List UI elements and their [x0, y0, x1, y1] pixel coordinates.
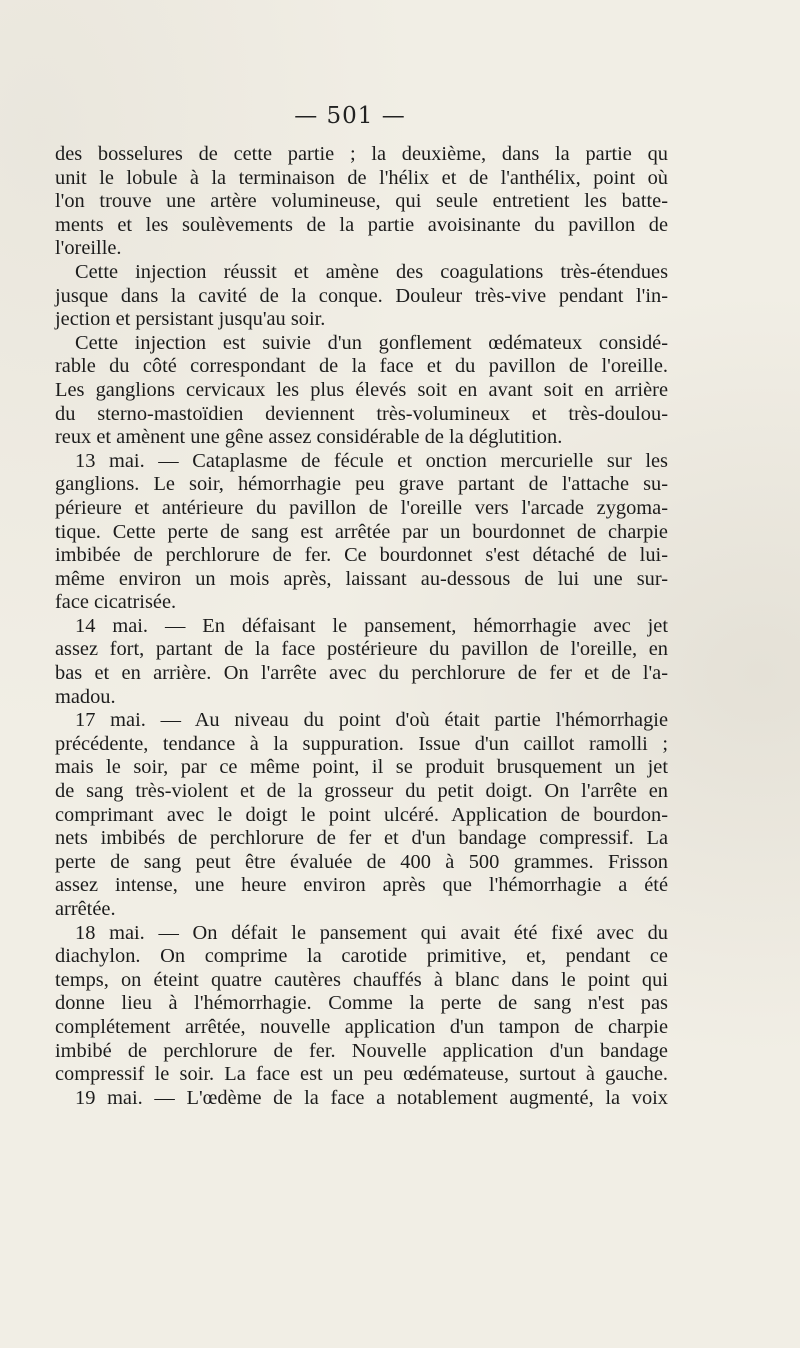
- text-line: jusque dans la cavité de la conque. Douleur très-vive pendant l'in-: [55, 284, 668, 307]
- text-line: 17 mai. — Au niveau du point d'où était partie l'hémorrhagie: [75, 709, 668, 732]
- text-line: assez fort, partant de la face postérieure du pavillon de l'oreille, en: [55, 638, 668, 661]
- text-line: imbibé de perchlorure de fer. Nouvelle application d'un bandage: [55, 1039, 668, 1062]
- text-line: tique. Cette perte de sang est arrêtée par un bourdonnet de charpie: [55, 520, 668, 543]
- text-line: Les ganglions cervicaux les plus élevés soit en avant soit en arrière: [55, 378, 668, 401]
- text-line: donne lieu à l'hémorrhagie. Comme la perte de sang n'est pas: [55, 992, 668, 1015]
- text-line: Cette injection est suivie d'un gonflement œdémateux considé-: [75, 331, 668, 354]
- text-line: unit le lobule à la terminaison de l'hélix et de l'anthélix, point où: [55, 166, 668, 189]
- text-line: même environ un mois après, laissant au-dessous de lui une sur-: [55, 567, 668, 590]
- text-line: l'on trouve une artère volumineuse, qui seule entretient les batte-: [55, 190, 668, 213]
- page-number: — 501 —: [294, 103, 406, 129]
- text-line: 13 mai. — Cataplasme de fécule et onction mercurielle sur les: [75, 449, 668, 472]
- text-line: imbibée de perchlorure de fer. Ce bourdonnet s'est détaché de lui-: [55, 544, 668, 567]
- text-line: de sang très-violent et de la grosseur du petit doigt. On l'arrête en: [55, 780, 668, 803]
- text-line: jection et persistant jusqu'au soir.: [55, 308, 326, 331]
- text-line: précédente, tendance à la suppuration. Issue d'un caillot ramolli ;: [55, 732, 668, 755]
- text-line: perte de sang peut être évaluée de 400 à 500 grammes. Frisson: [55, 850, 668, 873]
- text-line: compressif le soir. La face est un peu œdémateuse, surtout à gauche.: [55, 1063, 668, 1086]
- text-line: périeure et antérieure du pavillon de l'oreille vers l'arcade zygoma-: [55, 496, 668, 519]
- text-line: arrêtée.: [55, 898, 116, 920]
- text-line: rable du côté correspondant de la face et du pavillon de l'oreille.: [55, 355, 668, 378]
- text-line: madou.: [55, 685, 116, 708]
- body-text: [55, 143, 668, 1110]
- text-line: diachylon. On comprime la carotide primitive, et, pendant ce: [55, 945, 668, 968]
- text-line: l'oreille.: [55, 237, 122, 260]
- text-line: 14 mai. — En défaisant le pansement, hémorrhagie avec jet: [75, 614, 668, 637]
- text-line: ganglions. Le soir, hémorrhagie peu grave partant de l'attache su-: [55, 473, 668, 496]
- text-line: reux et amènent une gêne assez considérable de la déglutition.: [55, 426, 563, 449]
- text-line: nets imbibés de perchlorure de fer et d'un bandage compressif. La: [55, 827, 668, 850]
- text-line: comprimant avec le doigt le point ulcéré. Application de bourdon-: [55, 803, 668, 826]
- text-line: mais le soir, par ce même point, il se produit brusquement un jet: [55, 756, 668, 779]
- text-line: assez intense, une heure environ après que l'hémorrhagie a été: [55, 874, 668, 897]
- text-line: 18 mai. — On défait le pansement qui avait été fixé avec du: [75, 921, 668, 944]
- text-line: face cicatrisée.: [55, 591, 177, 614]
- text-line: ments et les soulèvements de la partie avoisinante du pavillon de: [55, 213, 668, 236]
- text-line: du sterno-mastoïdien deviennent très-volumineux et très-doulou-: [55, 402, 668, 425]
- text-line: 19 mai. — L'œdème de la face a notablement augmenté, la voix: [75, 1086, 668, 1109]
- text-line: complétement arrêtée, nouvelle application d'un tampon de charpie: [55, 1015, 668, 1038]
- text-line: Cette injection réussit et amène des coagulations très-étendues: [75, 260, 668, 283]
- text-line: temps, on éteint quatre cautères chauffés à blanc dans le point qui: [55, 968, 668, 991]
- text-line: des bosselures de cette partie ; la deuxième, dans la partie qu: [55, 143, 668, 165]
- text-line: bas et en arrière. On l'arrête avec du perchlorure de fer et de l'a-: [55, 662, 668, 685]
